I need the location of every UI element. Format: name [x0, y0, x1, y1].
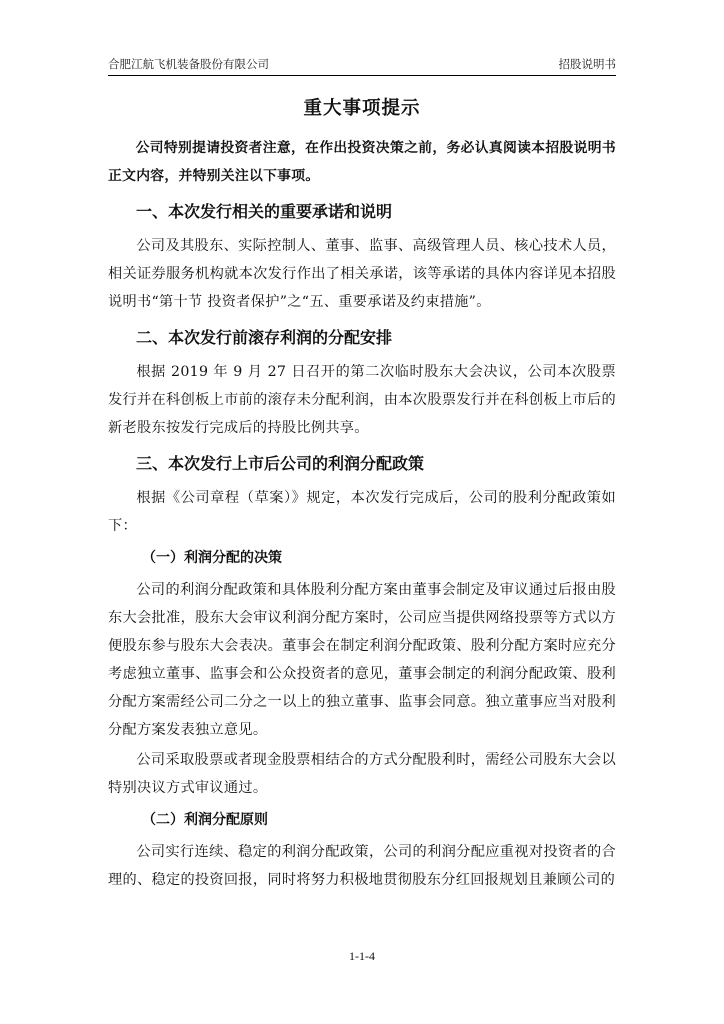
subsection-1-paragraph-2: 公司采取股票或者现金股票相结合的方式分配股利时，需经公司股东大会以特别决议方式审议通过。	[108, 752, 616, 796]
page-header	[108, 56, 616, 74]
section-heading-1: 一、本次发行相关的重要承诺和说明	[136, 202, 393, 221]
subsection-1-paragraph-1: 公司的利润分配政策和具体股利分配方案由董事会制定及审议通过后报由股东大会批准，股东大会审议利润分配方案时，公司应当提供网络投票等方式以方便股东参与股东大会表决。董事会在制定利润分配政策、股利分配方案时应充分考虑独立董事、监事会和公众投资者的意见，董事会制定的利润分配政策、股利分配方案需经公司二分之一以上的独立董事、监事会同意。独立董事应当对股利分配方案发表独立意见。	[108, 582, 616, 738]
header-company-name: 合肥江航飞机装备股份有限公司	[108, 57, 269, 71]
intro-notice: 公司特别提请投资者注意，在作出投资决策之前，务必认真阅读本招股说明书正文内容，并特别关注以下事项。	[108, 140, 616, 184]
header-divider	[108, 75, 616, 76]
subsection-heading-1: （一）利润分配的决策	[142, 550, 282, 566]
section-3-paragraph: 根据《公司章程（草案）》规定，本次发行完成后，公司的股利分配政策如下：	[108, 490, 616, 534]
page-number: 1-1-4	[349, 949, 375, 963]
section-heading-2: 二、本次发行前滚存利润的分配安排	[136, 328, 393, 347]
section-heading-3: 三、本次发行上市后公司的利润分配政策	[136, 454, 425, 473]
page-title: 重大事项提示	[303, 98, 421, 119]
page-body	[108, 88, 616, 896]
section-2-paragraph: 根据 2019 年 9 月 27 日召开的第二次临时股东大会决议，公司本次股票发行并在科创板上市前的滚存未分配利润，由本次股票发行并在科创板上市后的新老股东按发行完成后的持股比例共享。	[108, 364, 616, 436]
header-document-type: 招股说明书	[558, 57, 616, 71]
subsection-2-paragraph-1: 公司实行连续、稳定的利润分配政策，公司的利润分配应重视对投资者的合理的、稳定的投资回报，同时将努力积极地贯彻股东分红回报规划且兼顾公司的	[108, 844, 616, 888]
subsection-heading-2: （二）利润分配原则	[142, 812, 268, 828]
section-1-paragraph: 公司及其股东、实际控制人、董事、监事、高级管理人员、核心技术人员，相关证券服务机构就本次发行作出了相关承诺，该等承诺的具体内容详见本招股说明书“第十节 投资者保护”之“五、重要承诺及约束措施”。	[108, 238, 616, 310]
